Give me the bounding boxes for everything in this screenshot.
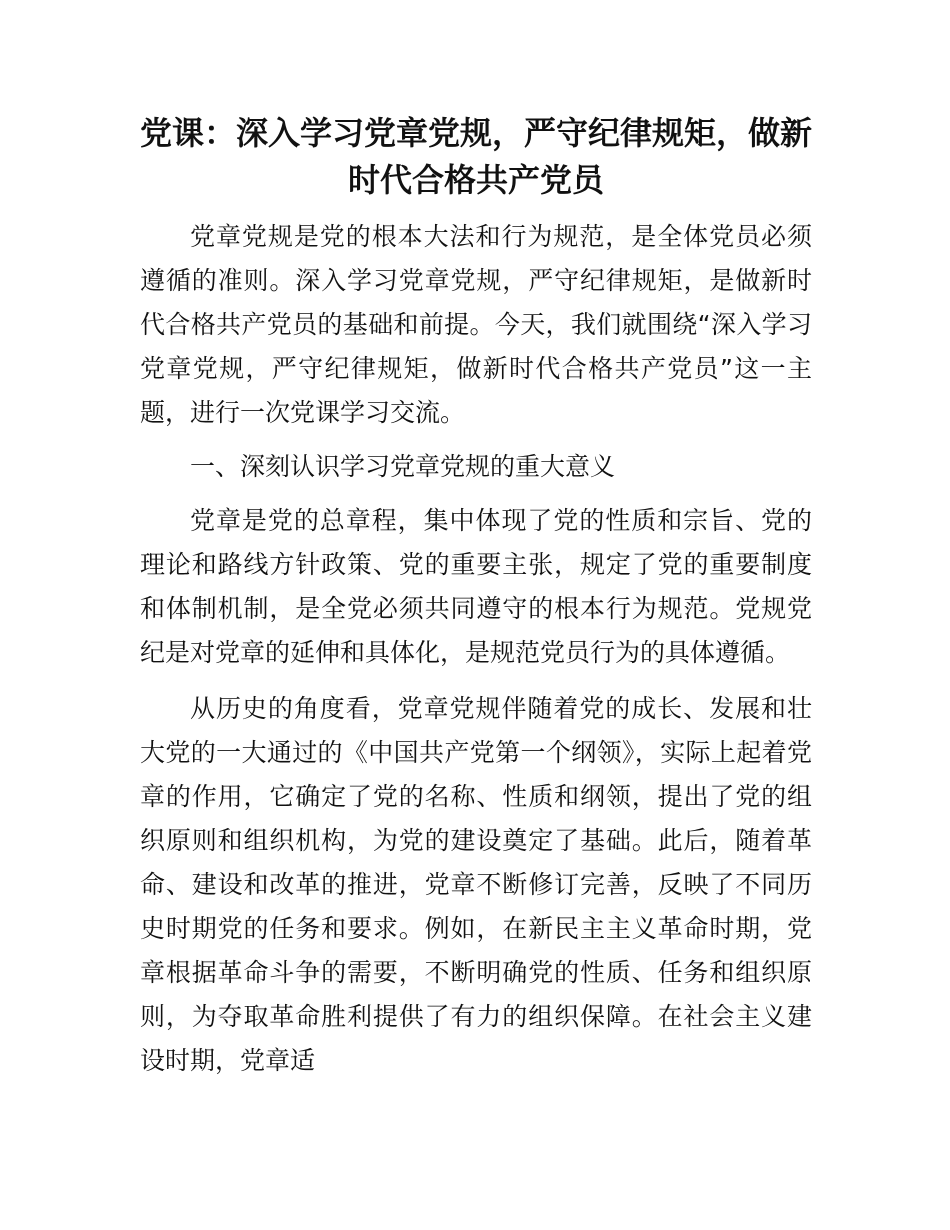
document-title: 党课：深入学习党章党规，严守纪律规矩，做新时代合格共产党员 xyxy=(140,114,813,199)
document-body xyxy=(140,110,812,1083)
body-paragraph: 党章是党的总章程，集中体现了党的性质和宗旨、党的理论和路线方针政策、党的重要主张，规定了党的重要制度和体制机制，是全党必须共同遵守的根本行为规范。党规党纪是对党章的延伸和具体化，是规范党员行为的具体遵循。 xyxy=(140,506,812,667)
section-heading: 一、深刻认识学习党章党规的重大意义 xyxy=(190,452,616,481)
body-paragraph: 从历史的角度看，党章党规伴随着党的成长、发展和壮大党的一大通过的《中国共产党第一个纲领》，实际上起着党章的作用，它确定了党的名称、性质和纲领，提出了党的组织原则和组织机构，为党的建设奠定了基础。此后，随着革命、建设和改革的推进，党章不断修订完善，反映了不同历史时期党的任务和要求。例如，在新民主主义革命时期，党章根据革命斗争的需要，不断明确党的性质、任务和组织原则，为夺取革命胜利提供了有力的组织保障。在社会主义建设时期，党章适 xyxy=(140,694,812,1075)
intro-paragraph: 党章党规是党的根本大法和行为规范，是全体党员必须遵循的准则。深入学习党章党规，严守纪律规矩，是做新时代合格共产党员的基础和前提。今天，我们就围绕“深入学习党章党规，严守纪律规矩，做新时代合格共产党员”这一主题，进行一次党课学习交流。 xyxy=(140,222,812,427)
